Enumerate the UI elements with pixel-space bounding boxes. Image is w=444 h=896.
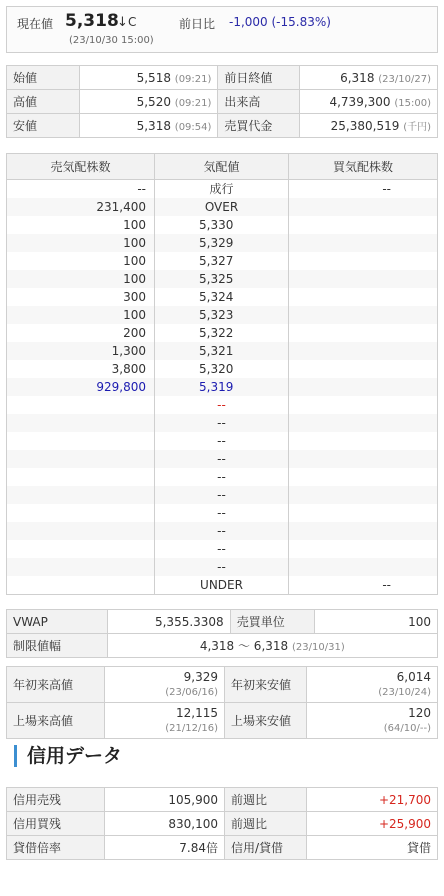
buy-qty-cell [289,468,438,486]
sell-qty-cell [7,396,155,414]
buy-qty-cell [289,522,438,540]
open-label: 始値 [7,66,80,90]
sell-qty-cell: 200 [7,324,155,342]
volume-time: (15:00) [394,97,431,109]
price-cell: UNDER [155,576,289,595]
margin-sell-label: 信用売残 [7,788,105,812]
buy-qty-cell [289,288,438,306]
order-book-row [7,324,438,342]
prev-close-cell [299,66,437,90]
turnover-unit: (千円) [403,122,431,133]
price-limit-date: (23/10/31) [292,642,345,653]
stats-row [7,90,438,114]
ytd-low-label: 年初来安値 [225,667,307,703]
price-stats-table [6,65,438,138]
sell-qty-cell [7,522,155,540]
order-book-row [7,252,438,270]
low-value: 5,318 [136,118,171,133]
open-cell [80,66,218,90]
sell-qty-cell: 100 [7,234,155,252]
sell-qty-cell [7,504,155,522]
current-price-panel [6,6,438,53]
credit-row [7,788,438,812]
buy-qty-cell [289,558,438,576]
trading-unit-label: 売買単位 [230,610,314,634]
stats-row [7,114,438,138]
vwap-row [7,610,438,634]
buy-qty-header: 買気配株数 [289,154,438,180]
price-limit-cell [107,634,437,658]
sell-qty-cell: 1,300 [7,342,155,360]
sell-qty-cell [7,432,155,450]
ytd-high-cell [105,667,225,703]
current-price: 5,318 [65,11,119,31]
order-book-row [7,396,438,414]
price-cell: 5,320 [155,360,289,378]
listing-high-label: 上場来高値 [7,703,105,739]
prev-close-label: 前日終値 [218,66,299,90]
price-cell: 5,319 [155,378,289,396]
margin-sell-cmp-value: +21,700 [307,788,438,812]
close-mark: C [128,15,137,29]
price-cell: -- [155,486,289,504]
sell-qty-cell: 100 [7,252,155,270]
turnover-value: 25,380,519 [330,119,400,133]
buy-qty-cell [289,540,438,558]
buy-qty-cell [289,306,438,324]
ytd-high-value: 9,329 [183,669,218,684]
margin-buy-cmp-value: +25,900 [307,812,438,836]
order-book-row [7,522,438,540]
ytd-high-date: (23/06/16) [165,686,218,698]
order-book-row [7,234,438,252]
order-book-row [7,198,438,216]
order-book-row [7,216,438,234]
buy-qty-cell [289,342,438,360]
price-header: 気配値 [155,154,289,180]
turnover-cell [299,114,437,138]
margin-sell-value: 105,900 [105,788,225,812]
price-cell: -- [155,522,289,540]
open-time: (09:21) [174,73,212,85]
sell-qty-cell [7,486,155,504]
sell-qty-cell [7,450,155,468]
buy-qty-cell: -- [289,576,438,595]
order-book-row [7,468,438,486]
price-cell: 5,329 [155,234,289,252]
buy-qty-cell [289,486,438,504]
price-cell: -- [155,504,289,522]
credit-row [7,812,438,836]
buy-qty-cell [289,360,438,378]
down-arrow-icon: ↓ [117,15,128,30]
buy-qty-cell [289,234,438,252]
turnover-label: 売買代金 [218,114,299,138]
sell-qty-cell: 100 [7,216,155,234]
order-book-header [7,154,438,180]
price-cell: -- [155,396,289,414]
listing-high-value: 12,115 [176,705,218,720]
high-low-table [6,666,438,739]
high-time: (09:21) [174,97,212,109]
price-cell: 5,327 [155,252,289,270]
listing-low-date: (64/10/--) [383,722,431,734]
order-book-row [7,360,438,378]
prev-close-value: 6,318 [340,70,375,85]
order-book-row [7,576,438,595]
order-book-row [7,306,438,324]
sell-qty-cell: 300 [7,288,155,306]
margin-sell-cmp-label: 前週比 [225,788,307,812]
high-label: 高値 [7,90,80,114]
low-time: (09:54) [174,121,212,133]
price-limit-value: 4,318 〜 6,318 [199,639,289,653]
change-label: 前日比 [179,17,216,31]
buy-qty-cell [289,450,438,468]
buy-qty-cell [289,504,438,522]
sell-qty-header: 売気配株数 [7,154,155,180]
order-book-row [7,342,438,360]
price-cell: 5,322 [155,324,289,342]
margin-type-label: 信用/貸借 [225,836,307,860]
listing-high-cell [105,703,225,739]
open-value: 5,518 [136,70,171,85]
stats-row [7,66,438,90]
change-value: -1,000 (-15.83%) [229,15,331,29]
ytd-high-label: 年初来高値 [7,667,105,703]
buy-qty-cell: -- [289,180,438,199]
buy-qty-cell [289,378,438,396]
price-limit-label: 制限値幅 [7,634,108,658]
margin-buy-label: 信用買残 [7,812,105,836]
price-cell: OVER [155,198,289,216]
vwap-table [6,609,438,658]
price-time: (23/10/30 15:00) [69,35,154,46]
order-book-body [7,180,438,595]
high-value: 5,520 [136,94,171,109]
listing-low-cell [307,703,438,739]
high-cell [80,90,218,114]
order-book-table [6,153,438,595]
volume-label: 出来高 [218,90,299,114]
order-book-row [7,486,438,504]
sell-qty-cell [7,414,155,432]
ytd-row [7,667,438,703]
current-price-label: 現在値 [17,17,54,31]
buy-qty-cell [289,324,438,342]
buy-qty-cell [289,414,438,432]
credit-table [6,787,438,860]
price-cell: -- [155,558,289,576]
price-cell: -- [155,450,289,468]
margin-buy-cmp-label: 前週比 [225,812,307,836]
low-label: 安値 [7,114,80,138]
vwap-label: VWAP [7,610,108,634]
sell-qty-cell [7,576,155,595]
listing-high-date: (21/12/16) [165,722,218,734]
order-book-row [7,432,438,450]
ytd-low-cell [307,667,438,703]
order-book-row [7,180,438,199]
sell-qty-cell: 100 [7,270,155,288]
price-cell: 5,324 [155,288,289,306]
sell-qty-cell: -- [7,180,155,199]
ytd-low-value: 6,014 [396,669,431,684]
order-book-row [7,270,438,288]
sell-qty-cell: 231,400 [7,198,155,216]
price-cell: 成行 [155,180,289,199]
price-cell: -- [155,414,289,432]
price-cell: -- [155,540,289,558]
margin-buy-value: 830,100 [105,812,225,836]
volume-value: 4,739,300 [329,94,391,109]
price-cell: -- [155,468,289,486]
loan-ratio-value: 7.84倍 [105,836,225,860]
order-book-row [7,414,438,432]
sell-qty-cell [7,558,155,576]
price-cell: 5,325 [155,270,289,288]
sell-qty-cell [7,540,155,558]
credit-data-heading: 信用データ [14,745,122,767]
buy-qty-cell [289,216,438,234]
order-book-row [7,558,438,576]
price-cell: 5,321 [155,342,289,360]
buy-qty-cell [289,198,438,216]
order-book-row [7,540,438,558]
order-book-row [7,504,438,522]
sell-qty-cell: 100 [7,306,155,324]
sell-qty-cell [7,468,155,486]
buy-qty-cell [289,270,438,288]
listing-low-label: 上場来安値 [225,703,307,739]
buy-qty-cell [289,396,438,414]
low-cell [80,114,218,138]
price-cell: 5,323 [155,306,289,324]
ytd-low-date: (23/10/24) [378,686,431,698]
order-book-row [7,450,438,468]
sell-qty-cell: 929,800 [7,378,155,396]
order-book-row [7,288,438,306]
sell-qty-cell: 3,800 [7,360,155,378]
buy-qty-cell [289,252,438,270]
listing-low-value: 120 [408,705,431,720]
prev-close-time: (23/10/27) [378,73,431,85]
vwap-value: 5,355.3308 [107,610,230,634]
loan-ratio-label: 貸借倍率 [7,836,105,860]
buy-qty-cell [289,432,438,450]
price-cell: 5,330 [155,216,289,234]
credit-row [7,836,438,860]
listing-row [7,703,438,739]
limit-row [7,634,438,658]
price-cell: -- [155,432,289,450]
trading-unit-value: 100 [314,610,437,634]
margin-type-value: 貸借 [307,836,438,860]
order-book-row [7,378,438,396]
volume-cell [299,90,437,114]
